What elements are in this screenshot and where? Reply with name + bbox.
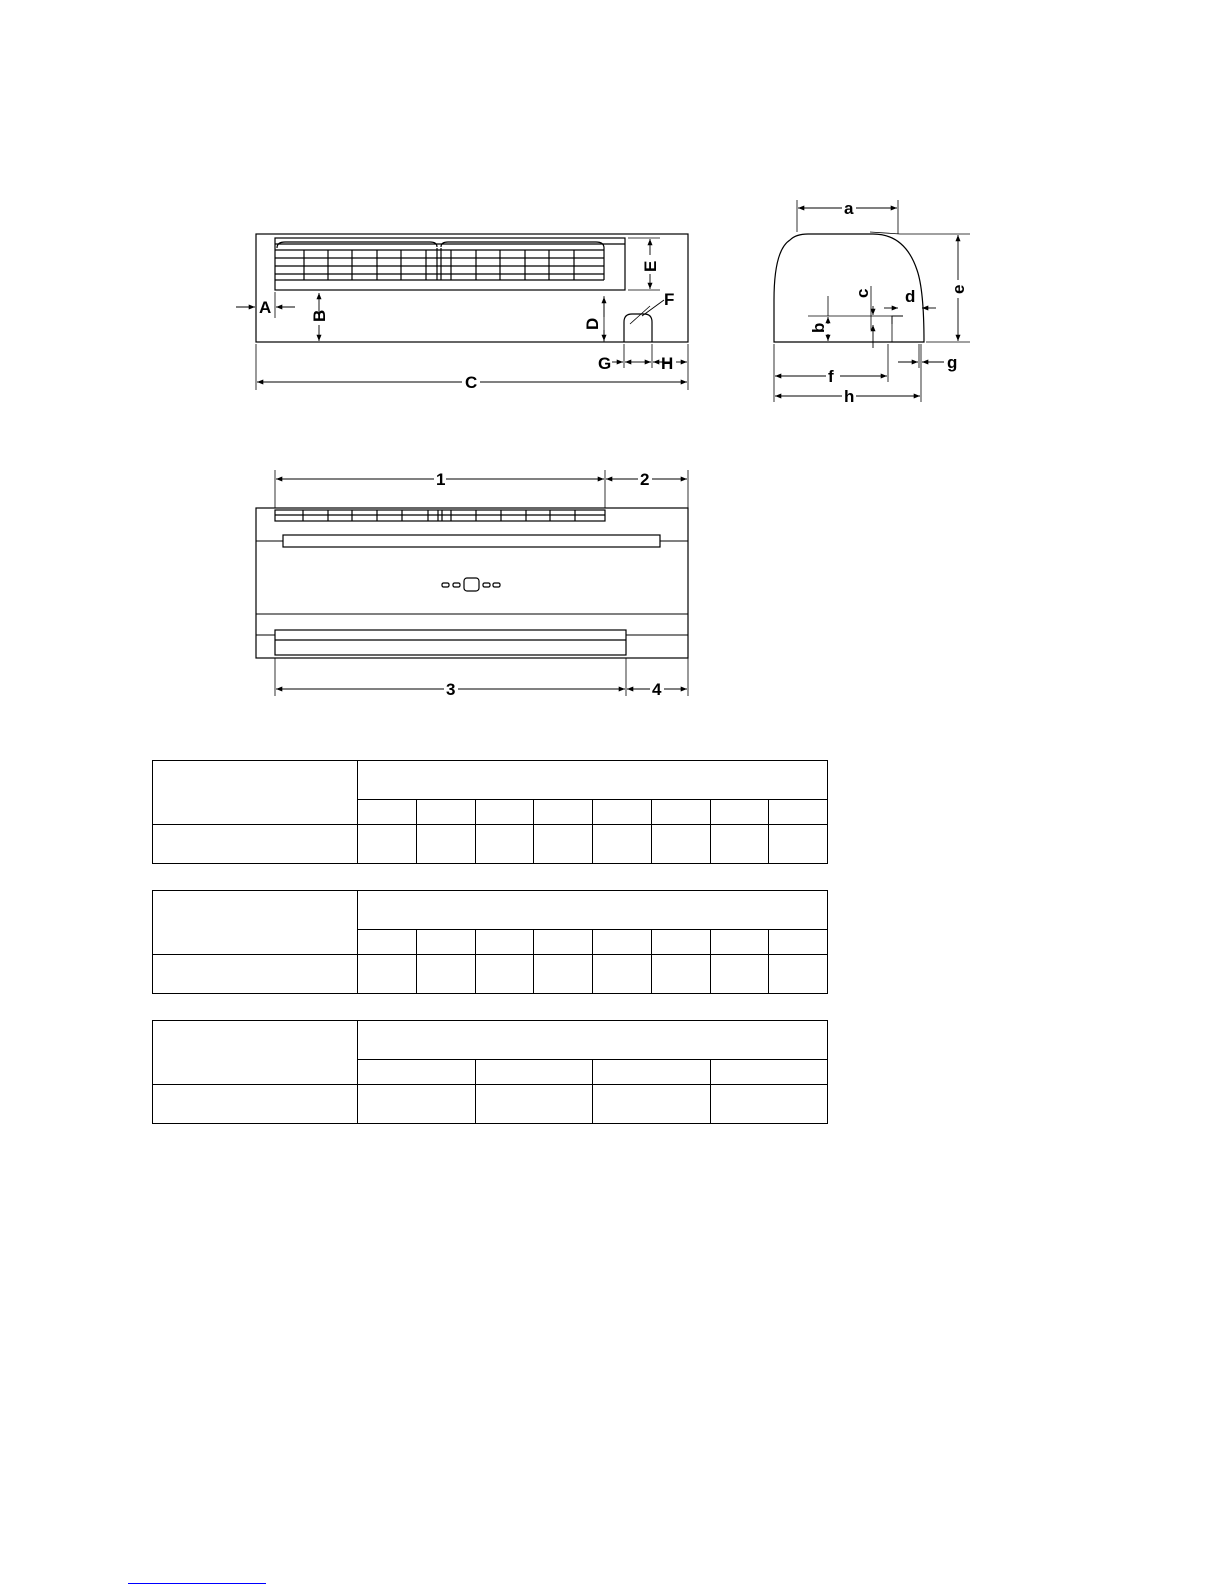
footnote-separator [128, 1583, 266, 1584]
label-3: 3 [446, 680, 456, 699]
table-1-cell [769, 825, 828, 864]
table-2-col [358, 930, 417, 955]
table-3-col [710, 1060, 828, 1085]
indicator-lamps [442, 578, 500, 591]
pipe-outlet [624, 314, 652, 342]
table-1-cell [651, 825, 710, 864]
table-2-cell [769, 955, 828, 994]
grille-slats [304, 248, 604, 280]
table-2-cell [651, 955, 710, 994]
table-2-cell [358, 955, 417, 994]
front-view [256, 470, 688, 696]
table-2-cell [593, 955, 652, 994]
table-1-cell [475, 825, 534, 864]
table-3-cell [475, 1085, 593, 1124]
louver [275, 630, 626, 655]
table-row [153, 1085, 828, 1124]
label-A: A [259, 298, 272, 317]
dimension-table-2 [152, 890, 828, 994]
label-B: B [310, 309, 329, 322]
table-1-row-label [153, 825, 358, 864]
table-3-col [475, 1060, 593, 1085]
table-2-col [534, 930, 593, 955]
dimension-table-3 [152, 1020, 828, 1124]
table-3-cell [710, 1085, 828, 1124]
table-1-col [358, 800, 417, 825]
label-h: h [844, 387, 855, 406]
label-2: 2 [640, 470, 650, 489]
table-2-cell [710, 955, 769, 994]
table-3-col [593, 1060, 711, 1085]
label-D: D [583, 317, 602, 330]
table-2-cell [534, 955, 593, 994]
table-2-col [769, 930, 828, 955]
label-E: E [641, 260, 660, 272]
label-b: b [809, 322, 828, 333]
table-row [153, 825, 828, 864]
label-F: F [664, 290, 675, 309]
label-C: C [465, 373, 478, 392]
table-1-cell [710, 825, 769, 864]
table-1-col [416, 800, 475, 825]
label-f: f [828, 367, 834, 386]
table-2-col [475, 930, 534, 955]
table-2-col [416, 930, 475, 955]
table-2-cell [475, 955, 534, 994]
label-g: g [947, 353, 958, 372]
table-3-group-header [358, 1021, 828, 1060]
table-1-cell [358, 825, 417, 864]
label-G: G [598, 354, 612, 373]
unit-outline-front [256, 508, 688, 658]
receiver-window [464, 578, 479, 591]
label-d: d [905, 287, 916, 306]
table-1-col [769, 800, 828, 825]
table-1-col [534, 800, 593, 825]
label-1: 1 [436, 470, 446, 489]
table-1-group-header [358, 761, 828, 800]
table-3-cell [593, 1085, 711, 1124]
label-a: a [844, 199, 854, 218]
table-1-col [651, 800, 710, 825]
label-c: c [853, 288, 872, 298]
front-view-labels [436, 470, 662, 699]
dimension-drawing [0, 0, 1225, 740]
table-2-group-header [358, 891, 828, 930]
dimension-table-1 [152, 760, 828, 864]
end-profile [774, 234, 924, 342]
table-1-col [710, 800, 769, 825]
table-3-model-header [153, 1021, 358, 1085]
table-2-col [651, 930, 710, 955]
table-3-col [358, 1060, 476, 1085]
end-view-dimensions [775, 208, 958, 396]
display-strip [283, 535, 660, 547]
table-2-cell [416, 955, 475, 994]
end-view [774, 200, 970, 402]
table-2-col [593, 930, 652, 955]
table-1-model-header [153, 761, 358, 825]
table-1-cell [593, 825, 652, 864]
table-3-row-label [153, 1085, 358, 1124]
end-view-labels [809, 199, 968, 406]
label-H: H [661, 354, 674, 373]
table-2-model-header [153, 891, 358, 955]
table-1-col [475, 800, 534, 825]
label-e: e [949, 284, 968, 294]
table-1-col [593, 800, 652, 825]
table-1-cell [534, 825, 593, 864]
table-2-row-label [153, 955, 358, 994]
table-row [153, 955, 828, 994]
table-1-cell [416, 825, 475, 864]
table-2-col [710, 930, 769, 955]
label-4: 4 [652, 680, 662, 699]
table-3-cell [358, 1085, 476, 1124]
